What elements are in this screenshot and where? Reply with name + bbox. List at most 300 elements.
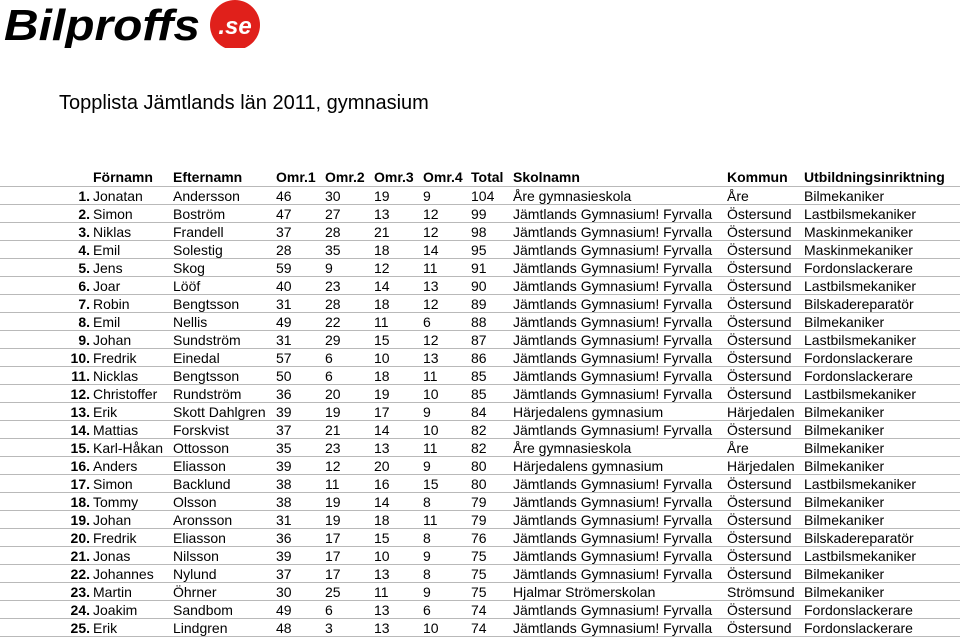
cell-last-name: Skog [173, 259, 205, 276]
cell-last-name: Eliasson [173, 457, 226, 474]
cell-omr4: 6 [423, 313, 431, 330]
cell-last-name: Olsson [173, 493, 217, 510]
cell-omr1: 37 [276, 421, 292, 438]
cell-program: Bilmekaniker [804, 493, 885, 510]
cell-rank: 15. [70, 439, 90, 456]
cell-municipality: Östersund [727, 547, 792, 564]
cell-omr2: 19 [325, 493, 341, 510]
cell-omr1: 59 [276, 259, 292, 276]
cell-program: Fordonslackerare [804, 601, 913, 618]
cell-total: 84 [471, 403, 487, 420]
table-row [0, 619, 960, 637]
cell-last-name: Nilsson [173, 547, 219, 564]
table-row [0, 187, 960, 205]
cell-omr2: 25 [325, 583, 341, 600]
cell-omr2: 30 [325, 187, 341, 204]
cell-omr4: 10 [423, 619, 439, 636]
cell-omr3: 10 [374, 547, 390, 564]
cell-municipality: Östersund [727, 331, 792, 348]
cell-program: Lastbilsmekaniker [804, 385, 917, 402]
cell-municipality: Östersund [727, 277, 792, 294]
cell-omr3: 19 [374, 187, 390, 204]
cell-omr4: 8 [423, 529, 431, 546]
cell-omr4: 9 [423, 187, 431, 204]
cell-rank: 18. [70, 493, 90, 510]
cell-total: 104 [471, 187, 495, 204]
cell-total: 76 [471, 529, 487, 546]
cell-rank: 14. [70, 421, 90, 438]
cell-omr1: 39 [276, 547, 292, 564]
cell-last-name: Skott Dahlgren [173, 403, 266, 420]
cell-municipality: Östersund [727, 223, 792, 240]
cell-omr1: 39 [276, 403, 292, 420]
cell-omr2: 28 [325, 295, 341, 312]
cell-program: Maskinmekaniker [804, 223, 913, 240]
cell-school: Jämtlands Gymnasium! Fyrvalla [513, 259, 713, 276]
cell-omr4: 11 [423, 367, 438, 384]
cell-municipality: Åre [727, 439, 749, 456]
cell-omr3: 13 [374, 601, 390, 618]
cell-omr4: 6 [423, 601, 431, 618]
cell-first-name: Erik [93, 619, 118, 636]
cell-program: Bilskadereparatör [804, 529, 914, 546]
table-row [0, 529, 960, 547]
cell-first-name: Tommy [93, 493, 139, 510]
bilproffs-logo-graphic [2, 0, 264, 48]
cell-rank: 8. [78, 313, 90, 330]
cell-school: Jämtlands Gymnasium! Fyrvalla [513, 493, 713, 510]
cell-rank: 6. [78, 277, 90, 294]
cell-first-name: Anders [93, 457, 138, 474]
table-row [0, 259, 960, 277]
cell-omr3: 10 [374, 349, 390, 366]
cell-last-name: Lööf [173, 277, 201, 294]
cell-rank: 20. [70, 529, 90, 546]
cell-omr3: 15 [374, 331, 390, 348]
page-title: Topplista Jämtlands län 2011, gymnasium [59, 92, 429, 114]
cell-program: Fordonslackerare [804, 349, 913, 366]
cell-omr4: 11 [423, 511, 438, 528]
table-row [0, 313, 960, 331]
cell-omr2: 22 [325, 313, 341, 330]
cell-first-name: Martin [93, 583, 132, 600]
cell-school: Jämtlands Gymnasium! Fyrvalla [513, 241, 713, 258]
cell-omr4: 9 [423, 583, 431, 600]
table-header-row [0, 168, 960, 187]
cell-omr2: 35 [325, 241, 341, 258]
cell-omr4: 11 [423, 439, 438, 456]
cell-last-name: Frandell [173, 223, 224, 240]
cell-rank: 10. [70, 349, 90, 366]
cell-rank: 11. [71, 367, 90, 384]
cell-total: 79 [471, 493, 487, 510]
cell-last-name: Bengtsson [173, 295, 240, 312]
cell-first-name: Emil [93, 313, 121, 330]
cell-total: 89 [471, 295, 487, 312]
cell-omr4: 10 [423, 421, 439, 438]
cell-first-name: Christoffer [93, 385, 158, 402]
cell-last-name: Andersson [173, 187, 240, 204]
cell-total: 95 [471, 241, 487, 258]
cell-school: Härjedalens gymnasium [513, 457, 664, 474]
cell-municipality: Östersund [727, 259, 792, 276]
cell-school: Jämtlands Gymnasium! Fyrvalla [513, 529, 713, 546]
cell-omr3: 18 [374, 241, 390, 258]
cell-omr1: 28 [276, 241, 292, 258]
cell-municipality: Östersund [727, 205, 792, 222]
cell-first-name: Mattias [93, 421, 139, 438]
cell-total: 90 [471, 277, 487, 294]
cell-omr1: 39 [276, 457, 292, 474]
cell-first-name: Johan [93, 511, 132, 528]
column-header-program: Utbildningsinriktning [804, 169, 945, 185]
cell-omr2: 6 [325, 367, 333, 384]
cell-omr1: 46 [276, 187, 292, 204]
cell-last-name: Solestig [173, 241, 223, 258]
cell-last-name: Lindgren [173, 619, 228, 636]
cell-last-name: Rundström [173, 385, 242, 402]
cell-municipality: Härjedalen [727, 457, 795, 474]
cell-rank: 12. [70, 385, 90, 402]
cell-municipality: Östersund [727, 367, 792, 384]
cell-program: Lastbilsmekaniker [804, 205, 917, 222]
cell-school: Jämtlands Gymnasium! Fyrvalla [513, 475, 713, 492]
cell-omr2: 19 [325, 511, 341, 528]
table-row [0, 565, 960, 583]
cell-omr4: 9 [423, 403, 431, 420]
cell-school: Jämtlands Gymnasium! Fyrvalla [513, 511, 713, 528]
table-row [0, 331, 960, 349]
cell-omr1: 31 [276, 295, 292, 312]
cell-program: Maskinmekaniker [804, 241, 913, 258]
cell-omr1: 31 [276, 331, 292, 348]
cell-omr3: 13 [374, 205, 390, 222]
cell-last-name: Backlund [173, 475, 231, 492]
cell-omr3: 13 [374, 619, 390, 636]
table-row [0, 421, 960, 439]
cell-omr4: 15 [423, 475, 439, 492]
cell-last-name: Forskvist [173, 421, 229, 438]
table-row [0, 295, 960, 313]
cell-omr1: 38 [276, 493, 292, 510]
cell-omr2: 20 [325, 385, 341, 402]
cell-omr2: 17 [325, 547, 341, 564]
cell-school: Jämtlands Gymnasium! Fyrvalla [513, 295, 713, 312]
cell-school: Jämtlands Gymnasium! Fyrvalla [513, 601, 713, 618]
cell-school: Jämtlands Gymnasium! Fyrvalla [513, 205, 713, 222]
cell-rank: 16. [70, 457, 90, 474]
cell-last-name: Ottosson [173, 439, 230, 456]
cell-omr3: 14 [374, 421, 390, 438]
column-header-school: Skolnamn [513, 169, 580, 185]
cell-municipality: Östersund [727, 493, 792, 510]
cell-program: Bilmekaniker [804, 403, 885, 420]
cell-rank: 24. [70, 601, 90, 618]
bilproffs-logo[interactable] [2, 0, 264, 48]
cell-rank: 17. [70, 475, 90, 492]
cell-omr1: 31 [276, 511, 292, 528]
cell-municipality: Östersund [727, 601, 792, 618]
cell-municipality: Strömsund [727, 583, 795, 600]
column-header-omr4: Omr.4 [423, 169, 463, 185]
cell-total: 82 [471, 439, 487, 456]
column-header-municipality: Kommun [727, 169, 788, 185]
table-row [0, 277, 960, 295]
cell-last-name: Sandbom [173, 601, 233, 618]
table-row [0, 511, 960, 529]
cell-municipality: Östersund [727, 295, 792, 312]
column-header-first-name: Förnamn [93, 169, 153, 185]
cell-school: Åre gymnasieskola [513, 187, 632, 204]
cell-total: 79 [471, 511, 487, 528]
cell-omr4: 13 [423, 349, 439, 366]
cell-omr1: 49 [276, 313, 292, 330]
cell-municipality: Östersund [727, 511, 792, 528]
cell-omr2: 6 [325, 349, 333, 366]
cell-total: 85 [471, 385, 487, 402]
cell-total: 80 [471, 457, 487, 474]
cell-omr3: 15 [374, 529, 390, 546]
cell-omr2: 12 [325, 457, 341, 474]
cell-first-name: Johannes [93, 565, 154, 582]
cell-omr3: 11 [374, 583, 389, 600]
table-row [0, 205, 960, 223]
column-header-rank [0, 168, 93, 187]
cell-rank: 19. [70, 511, 90, 528]
cell-program: Bilmekaniker [804, 439, 885, 456]
cell-omr1: 47 [276, 205, 292, 222]
cell-rank: 22. [70, 565, 90, 582]
cell-omr1: 36 [276, 385, 292, 402]
cell-municipality: Östersund [727, 385, 792, 402]
cell-rank: 9. [78, 331, 90, 348]
cell-last-name: Eliasson [173, 529, 226, 546]
cell-first-name: Erik [93, 403, 118, 420]
cell-program: Fordonslackerare [804, 619, 913, 636]
cell-program: Lastbilsmekaniker [804, 547, 917, 564]
table-row [0, 349, 960, 367]
cell-omr4: 12 [423, 223, 439, 240]
cell-omr1: 40 [276, 277, 292, 294]
cell-last-name: Bengtsson [173, 367, 240, 384]
cell-program: Bilmekaniker [804, 421, 885, 438]
cell-omr1: 36 [276, 529, 292, 546]
cell-rank: 23. [70, 583, 90, 600]
cell-total: 80 [471, 475, 487, 492]
cell-program: Bilmekaniker [804, 313, 885, 330]
cell-last-name: Nylund [173, 565, 217, 582]
cell-omr2: 29 [325, 331, 341, 348]
cell-program: Bilmekaniker [804, 583, 885, 600]
cell-total: 87 [471, 331, 487, 348]
cell-omr3: 18 [374, 367, 390, 384]
table-row [0, 493, 960, 511]
table-row [0, 475, 960, 493]
cell-omr2: 23 [325, 277, 341, 294]
cell-omr3: 20 [374, 457, 390, 474]
cell-omr3: 19 [374, 385, 390, 402]
cell-rank: 25. [70, 619, 90, 636]
cell-omr3: 14 [374, 493, 390, 510]
table-row [0, 241, 960, 259]
cell-omr2: 27 [325, 205, 341, 222]
cell-omr4: 8 [423, 565, 431, 582]
cell-omr4: 8 [423, 493, 431, 510]
table-row [0, 385, 960, 403]
cell-rank: 5. [78, 259, 90, 276]
cell-omr2: 3 [325, 619, 333, 636]
cell-omr2: 17 [325, 565, 341, 582]
cell-omr2: 21 [325, 421, 341, 438]
cell-omr4: 12 [423, 331, 439, 348]
cell-total: 91 [471, 259, 487, 276]
cell-omr1: 57 [276, 349, 292, 366]
cell-rank: 1. [78, 187, 90, 204]
cell-omr3: 13 [374, 565, 390, 582]
cell-program: Bilmekaniker [804, 511, 885, 528]
cell-omr1: 48 [276, 619, 292, 636]
cell-school: Jämtlands Gymnasium! Fyrvalla [513, 565, 713, 582]
cell-omr3: 11 [374, 313, 389, 330]
cell-school: Jämtlands Gymnasium! Fyrvalla [513, 547, 713, 564]
cell-omr4: 12 [423, 295, 439, 312]
cell-total: 88 [471, 313, 487, 330]
cell-omr3: 17 [374, 403, 390, 420]
cell-omr4: 9 [423, 457, 431, 474]
cell-municipality: Östersund [727, 313, 792, 330]
column-header-total: Total [471, 169, 504, 185]
cell-first-name: Joar [93, 277, 121, 294]
cell-last-name: Aronsson [173, 511, 233, 528]
cell-school: Jämtlands Gymnasium! Fyrvalla [513, 349, 713, 366]
cell-first-name: Jonatan [93, 187, 143, 204]
cell-rank: 2. [78, 205, 90, 222]
table-row [0, 457, 960, 475]
cell-rank: 4. [78, 241, 90, 258]
cell-school: Jämtlands Gymnasium! Fyrvalla [513, 313, 713, 330]
cell-total: 98 [471, 223, 487, 240]
cell-municipality: Östersund [727, 475, 792, 492]
cell-omr2: 11 [325, 475, 340, 492]
cell-omr4: 14 [423, 241, 439, 258]
table-row [0, 601, 960, 619]
cell-municipality: Östersund [727, 619, 792, 636]
cell-omr4: 9 [423, 547, 431, 564]
cell-rank: 7. [78, 295, 90, 312]
cell-omr3: 21 [374, 223, 390, 240]
cell-omr3: 14 [374, 277, 390, 294]
cell-total: 75 [471, 583, 487, 600]
cell-municipality: Östersund [727, 421, 792, 438]
cell-municipality: Åre [727, 187, 749, 204]
cell-program: Bilskadereparatör [804, 295, 914, 312]
results-table [0, 168, 960, 637]
cell-first-name: Emil [93, 241, 121, 258]
cell-omr1: 37 [276, 565, 292, 582]
cell-omr4: 12 [423, 205, 439, 222]
cell-rank: 3. [78, 223, 90, 240]
cell-total: 86 [471, 349, 487, 366]
cell-municipality: Östersund [727, 565, 792, 582]
cell-total: 74 [471, 601, 487, 618]
table-row [0, 439, 960, 457]
cell-omr1: 38 [276, 475, 292, 492]
cell-omr2: 9 [325, 259, 333, 276]
cell-school: Jämtlands Gymnasium! Fyrvalla [513, 223, 713, 240]
cell-municipality: Härjedalen [727, 403, 795, 420]
cell-last-name: Boström [173, 205, 226, 222]
table-row [0, 547, 960, 565]
column-header-omr3: Omr.3 [374, 169, 414, 185]
table-row [0, 223, 960, 241]
cell-first-name: Karl-Håkan [93, 439, 164, 456]
cell-omr2: 17 [325, 529, 341, 546]
cell-first-name: Simon [93, 475, 133, 492]
cell-last-name: Einedal [173, 349, 220, 366]
cell-omr4: 10 [423, 385, 439, 402]
cell-school: Hjalmar Strömerskolan [513, 583, 656, 600]
cell-program: Fordonslackerare [804, 259, 913, 276]
cell-program: Bilmekaniker [804, 565, 885, 582]
cell-school: Jämtlands Gymnasium! Fyrvalla [513, 277, 713, 294]
table-body [0, 187, 960, 637]
cell-omr2: 23 [325, 439, 341, 456]
cell-school: Jämtlands Gymnasium! Fyrvalla [513, 421, 713, 438]
cell-rank: 21. [70, 547, 90, 564]
logo-suffix: .se [218, 13, 252, 40]
cell-total: 82 [471, 421, 487, 438]
cell-omr2: 6 [325, 601, 333, 618]
cell-municipality: Östersund [727, 349, 792, 366]
table-row [0, 367, 960, 385]
table-row [0, 583, 960, 601]
cell-program: Lastbilsmekaniker [804, 475, 917, 492]
cell-total: 75 [471, 547, 487, 564]
cell-omr1: 35 [276, 439, 292, 456]
cell-last-name: Öhrner [173, 583, 217, 600]
cell-program: Fordonslackerare [804, 367, 913, 384]
table-row [0, 403, 960, 421]
cell-omr4: 13 [423, 277, 439, 294]
cell-program: Bilmekaniker [804, 457, 885, 474]
column-header-omr2: Omr.2 [325, 169, 365, 185]
cell-first-name: Fredrik [93, 529, 137, 546]
cell-omr2: 28 [325, 223, 341, 240]
cell-omr3: 18 [374, 511, 390, 528]
cell-program: Lastbilsmekaniker [804, 277, 917, 294]
cell-school: Åre gymnasieskola [513, 439, 632, 456]
cell-first-name: Simon [93, 205, 133, 222]
cell-last-name: Sundström [173, 331, 241, 348]
cell-school: Jämtlands Gymnasium! Fyrvalla [513, 385, 713, 402]
column-header-last-name: Efternamn [173, 169, 243, 185]
cell-total: 85 [471, 367, 487, 384]
cell-first-name: Johan [93, 331, 132, 348]
cell-last-name: Nellis [173, 313, 208, 330]
cell-first-name: Nicklas [93, 367, 139, 384]
cell-program: Lastbilsmekaniker [804, 331, 917, 348]
cell-total: 75 [471, 565, 487, 582]
cell-omr1: 30 [276, 583, 292, 600]
cell-omr1: 49 [276, 601, 292, 618]
cell-first-name: Jonas [93, 547, 131, 564]
cell-omr4: 11 [423, 259, 438, 276]
cell-omr3: 13 [374, 439, 390, 456]
cell-rank: 13. [70, 403, 90, 420]
cell-omr2: 19 [325, 403, 341, 420]
cell-omr1: 50 [276, 367, 292, 384]
cell-municipality: Östersund [727, 241, 792, 258]
